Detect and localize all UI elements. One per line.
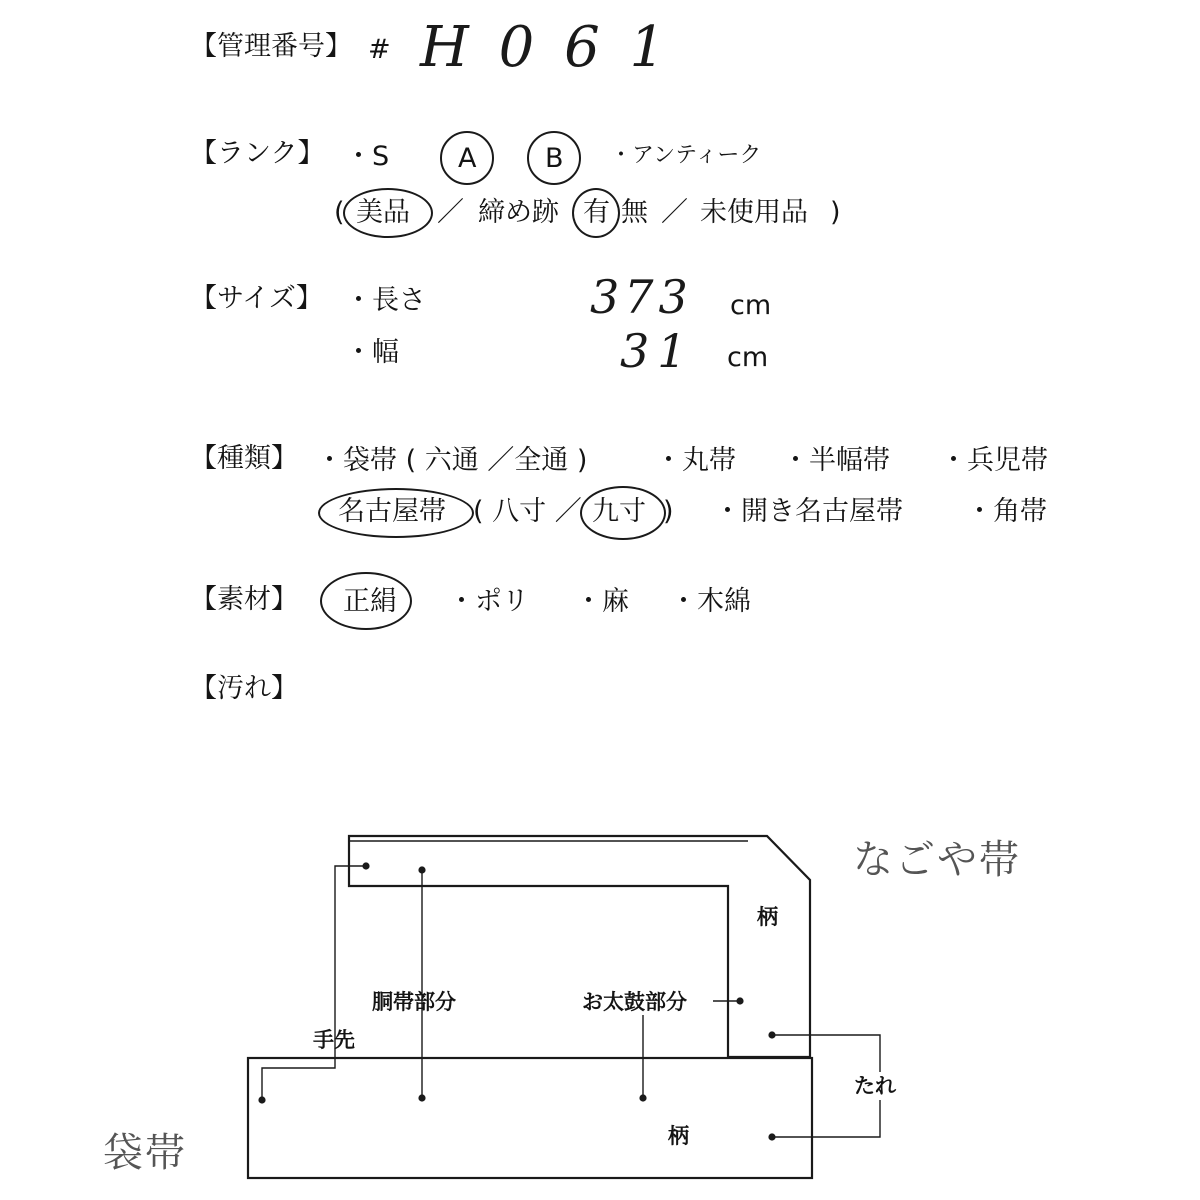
size-width-unit: cm xyxy=(727,342,769,373)
size-label: 【サイズ】 xyxy=(190,283,323,314)
condition-tie-marks-no: 無 xyxy=(621,197,648,228)
tesaki-point-fukuro xyxy=(258,1096,265,1103)
type-hassun: ( 八寸 ／ xyxy=(473,496,582,527)
size-length-value: 373 xyxy=(590,270,693,324)
rank-label: 【ランク】 xyxy=(190,138,325,169)
dou-point-nagoya xyxy=(418,866,425,873)
type-kyusun: 九寸 xyxy=(592,496,646,527)
condition-paren-open: ( xyxy=(334,197,345,228)
condition-beauty: 美品 xyxy=(356,197,410,228)
size-length-unit: cm xyxy=(730,290,772,321)
tare-point-fukuro xyxy=(768,1133,775,1140)
otaiko-point-fukuro xyxy=(639,1094,646,1101)
type-heko-obi: ・兵児帯 xyxy=(940,445,1048,476)
nagoya-obi-title: なごや帯 xyxy=(853,837,1021,883)
type-paren-close: ) xyxy=(663,496,674,527)
management-number-label: 【管理番号】 xyxy=(190,31,352,62)
management-number-value: H 0 6 1 xyxy=(420,15,672,80)
tare-point-nagoya xyxy=(768,1031,775,1038)
dou-point-fukuro xyxy=(418,1094,425,1101)
type-nagoya-obi: 名古屋帯 xyxy=(338,496,446,527)
condition-slash-1: ／ xyxy=(437,197,464,228)
nagoya-obi-outline xyxy=(349,836,810,1057)
material-poly: ・ポリ xyxy=(448,586,529,617)
rank-option-antique: ・アンティーク xyxy=(610,143,762,168)
type-hiraki-nagoya-obi: ・開き名古屋帯 xyxy=(714,496,903,527)
condition-tie-marks: 締め跡 xyxy=(478,197,559,228)
tesaki-point-nagoya xyxy=(362,862,369,869)
fukuro-obi-title: 袋帯 xyxy=(103,1130,187,1176)
type-hanhaba-obi: ・半幅帯 xyxy=(782,445,890,476)
dou-label: 胴帯部分 xyxy=(372,990,456,1014)
otaiko-label: お太鼓部分 xyxy=(582,990,687,1014)
stain-label: 【汚れ】 xyxy=(190,673,298,704)
tare-leader-top xyxy=(772,1035,880,1072)
pattern-label-nagoya: 柄 xyxy=(757,905,778,929)
condition-slash-2: ／ xyxy=(661,197,688,228)
type-fukuro-obi: ・袋帯 ( 六通 ／全通 ) xyxy=(316,445,588,476)
size-width-label: ・幅 xyxy=(345,337,399,368)
condition-tie-marks-yes: 有 xyxy=(583,197,610,228)
condition-paren-close: ) xyxy=(830,197,841,228)
size-width-value: 31 xyxy=(620,324,695,378)
material-cotton: ・木綿 xyxy=(670,586,751,617)
tare-leader-bottom xyxy=(772,1100,880,1137)
rank-option-b: B xyxy=(545,143,564,174)
rank-option-a: A xyxy=(458,143,477,174)
hash-sign: # xyxy=(368,34,391,65)
type-label: 【種類】 xyxy=(190,443,298,474)
type-maru-obi: ・丸帯 xyxy=(655,445,736,476)
material-label: 【素材】 xyxy=(190,584,298,615)
type-kaku-obi: ・角帯 xyxy=(966,496,1047,527)
tesaki-label: 手先 xyxy=(313,1028,355,1052)
pattern-label-fukuro: 柄 xyxy=(668,1124,689,1148)
material-hemp: ・麻 xyxy=(575,586,629,617)
material-silk: 正絹 xyxy=(343,586,397,617)
tesaki-leader xyxy=(262,866,363,1100)
condition-unused: 未使用品 xyxy=(700,197,808,228)
tare-label: たれ xyxy=(854,1074,896,1098)
otaiko-point-nagoya xyxy=(736,997,743,1004)
fukuro-obi-outline xyxy=(248,1058,812,1178)
rank-option-s: ・S xyxy=(345,141,390,172)
size-length-label: ・長さ xyxy=(345,285,426,316)
